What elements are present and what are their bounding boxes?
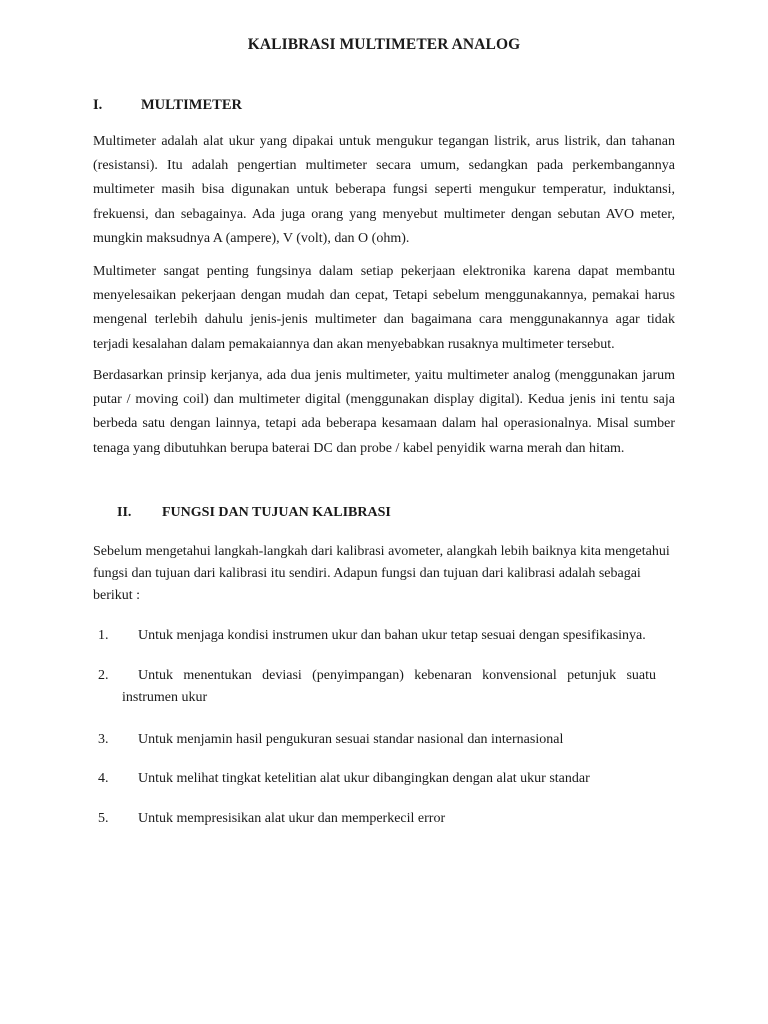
section-number: II. xyxy=(117,505,132,520)
section-title: FUNGSI DAN TUJUAN KALIBRASI xyxy=(162,505,391,520)
paragraph-importance: Multimeter sangat penting fungsinya dalam setiap pekerjaan elektronika karena dapat membantu menyelesaikan pekerjaan dengan mudah dan cepat, Tetapi sebelum menggunakannya, pemakai harus mengenal terlebih dahulu jenis-jenis multimeter dan bagaimana cara menggunakannya agar tidak terjadi kesalahan dalam pemakaiannya dan akan menyebabkan rusaknya multimeter tersebut. xyxy=(93,264,675,352)
list-text: Untuk menjaga kondisi instrumen ukur dan bahan ukur tetap sesuai dengan spesifikasinya. xyxy=(138,628,646,643)
list-text: Untuk melihat tingkat ketelitian alat ukur dibangingkan dengan alat ukur standar xyxy=(138,771,590,786)
document-title: KALIBRASI MULTIMETER ANALOG xyxy=(247,36,521,53)
paragraph-types: Berdasarkan prinsip kerjanya, ada dua jenis multimeter, yaitu multimeter analog (menggunakan jarum putar / moving coil) dan multimeter digital (menggunakan display digital). Kedua jenis ini tentu saja berbeda satu dengan lainnya, tetapi ada beberapa kesamaan dalam hal operasionalnya. Misal sumber tenaga yang dibutuhkan berupa baterai DC dan probe / kabel penyidik warna merah dan hitam. xyxy=(93,368,675,456)
list-number: 3. xyxy=(98,732,109,747)
list-text: Untuk mempresisikan alat ukur dan memperkecil error xyxy=(138,811,446,826)
list-text: Untuk menjamin hasil pengukuran sesuai standar nasional dan internasional xyxy=(138,732,564,747)
section-title: MULTIMETER xyxy=(141,97,242,113)
list-text: Untuk menentukan deviasi (penyimpangan) kebenaran konvensional petunjuk suatu xyxy=(138,668,656,683)
paragraph-definition: Multimeter adalah alat ukur yang dipakai untuk mengukur tegangan listrik, arus listrik, dan tahanan (resistansi). Itu adalah pengertian multimeter secara umum, sedangkan pada perkembangannya multimeter masih bisa digunakan untuk beberapa fungsi seperti mengukur temperatur, induktansi, frekuensi, dan sebagainya. Ada juga orang yang menyebut multimeter dengan sebutan AVO meter, mungkin maksudnya A (ampere), V (volt), dan O (ohm). xyxy=(93,134,675,246)
section-heading-fungsi xyxy=(117,505,517,525)
list-number: 4. xyxy=(98,771,109,786)
list-text-continuation: instrumen ukur xyxy=(122,690,208,705)
paragraph-intro: Sebelum mengetahui langkah-langkah dari kalibrasi avometer, alangkah lebih baiknya kita mengetahui fungsi dan tujuan dari kalibrasi itu sendiri. Adapun fungsi dan tujuan dari kalibrasi adalah sebagai berikut : xyxy=(93,544,670,603)
list-number: 2. xyxy=(98,668,109,683)
list-number: 1. xyxy=(98,628,109,643)
list-number: 5. xyxy=(98,811,109,826)
section-heading-multimeter xyxy=(93,97,393,117)
section-number: I. xyxy=(93,97,103,113)
